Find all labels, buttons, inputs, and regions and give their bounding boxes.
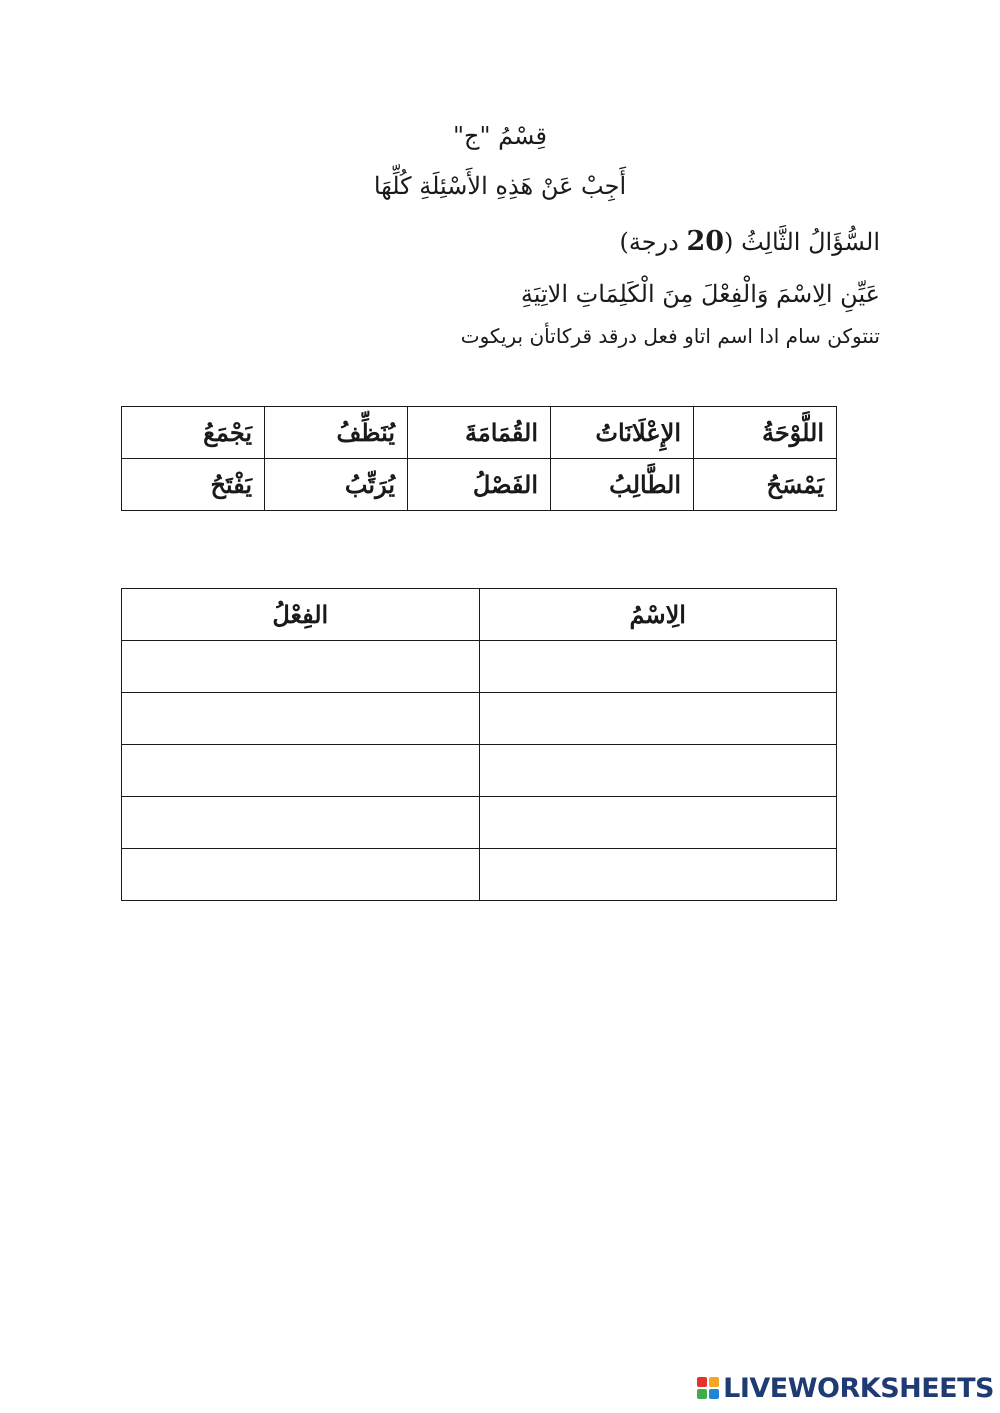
table-row — [122, 849, 837, 901]
word-cell: يَجْمَعُ — [122, 407, 265, 459]
logo-square-green — [697, 1389, 707, 1399]
logo-square-orange — [709, 1377, 719, 1387]
note-text: تنتوكن سام ادا اسم اتاو فعل درقد قركاتأن بريكوت — [460, 324, 880, 348]
noun-answer-cell[interactable] — [479, 745, 837, 797]
answer-table — [121, 588, 837, 901]
table-row — [122, 745, 837, 797]
liveworksheets-logo[interactable] — [697, 1371, 994, 1405]
table-header-row — [122, 589, 837, 641]
noun-answer-cell[interactable] — [479, 849, 837, 901]
word-cell: الطَّالِبُ — [551, 459, 694, 511]
section-title: قِسْمُ "ج" — [452, 122, 548, 150]
noun-answer-cell[interactable] — [479, 641, 837, 693]
question-heading — [619, 226, 880, 257]
question-label: السُّؤَالُ الثَّالِثُ — [741, 228, 880, 256]
word-cell: القُمَامَةَ — [408, 407, 551, 459]
word-cell: يَمْسَحُ — [694, 459, 837, 511]
word-cell: الفَصْلُ — [408, 459, 551, 511]
logo-square-red — [697, 1377, 707, 1387]
brand-name: LIVEWORKSHEETS — [723, 1372, 994, 1404]
marks-unit: درجة) — [619, 228, 679, 256]
table-row — [122, 407, 837, 459]
table-row — [122, 459, 837, 511]
word-cell: الإِعْلَانَاتُ — [551, 407, 694, 459]
liveworksheets-logo-icon — [697, 1377, 719, 1399]
marks-open: ( — [724, 228, 734, 256]
noun-answer-cell[interactable] — [479, 693, 837, 745]
word-cell: يَفْتَحُ — [122, 459, 265, 511]
verb-answer-cell[interactable] — [122, 849, 480, 901]
noun-column-header: الِاسْمُ — [479, 589, 837, 641]
marks-number: 20 — [686, 226, 725, 257]
word-cell: يُرَتِّبُ — [265, 459, 408, 511]
table-row — [122, 797, 837, 849]
verb-answer-cell[interactable] — [122, 693, 480, 745]
instruction-text: أَجِبْ عَنْ هَذِهِ الأَسْئِلَةِ كُلِّهَا — [373, 172, 627, 200]
table-row — [122, 641, 837, 693]
verb-answer-cell[interactable] — [122, 641, 480, 693]
verb-answer-cell[interactable] — [122, 797, 480, 849]
noun-answer-cell[interactable] — [479, 797, 837, 849]
verb-column-header: الفِعْلُ — [122, 589, 480, 641]
word-cell: اللَّوْحَةُ — [694, 407, 837, 459]
logo-square-blue — [709, 1389, 719, 1399]
verb-answer-cell[interactable] — [122, 745, 480, 797]
table-row — [122, 693, 837, 745]
task-text: عَيِّنِ الِاسْمَ وَالْفِعْلَ مِنَ الْكَلِمَاتِ الاتِيَةِ — [520, 280, 880, 308]
word-bank-table — [121, 406, 837, 511]
word-cell: يُنَظِّفُ — [265, 407, 408, 459]
